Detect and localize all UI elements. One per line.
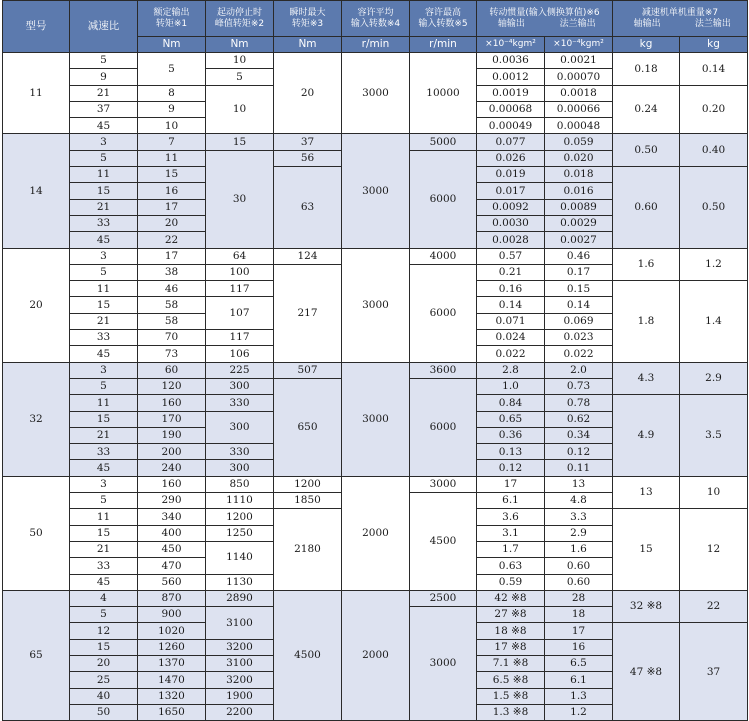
header-line: 轴输出 [497,18,525,29]
inertia-flange-cell: 13 [545,476,613,492]
avg-speed-cell: 3000 [342,248,410,362]
peak-torque-cell: 850 [206,476,274,492]
inertia-flange-cell: 28 [545,590,613,606]
model-cell: 32 [3,362,70,476]
inertia-flange-cell: 0.022 [545,346,613,362]
rated-torque-cell: 1260 [138,639,206,655]
rated-torque-cell: 16 [138,183,206,199]
inertia-flange-cell: 0.0018 [545,85,613,101]
peak-torque-cell: 10 [206,85,274,134]
weight-shaft-cell: 4.3 [613,362,680,395]
header-line: 转矩※3 [291,18,324,29]
ratio-cell: 45 [70,574,138,590]
peak-torque-cell: 3200 [206,639,274,655]
ratio-cell: 33 [70,444,138,460]
inertia-shaft-cell: 1.5 ※8 [477,688,545,704]
inertia-flange-cell: 2.0 [545,362,613,378]
inertia-shaft-cell: 17 ※8 [477,639,545,655]
rated-torque-cell: 58 [138,297,206,313]
inertia-shaft-cell: 0.071 [477,313,545,329]
weight-flange-cell: 0.40 [680,134,748,167]
inertia-flange-cell: 0.78 [545,395,613,411]
inertia-flange-cell: 0.17 [545,264,613,280]
ratio-cell: 4 [70,590,138,606]
weight-shaft-cell: 4.9 [613,395,680,476]
inertia-flange-cell: 16 [545,639,613,655]
inertia-flange-cell: 1.6 [545,541,613,557]
inertia-shaft-cell: 0.077 [477,134,545,150]
inertia-flange-cell: 0.62 [545,411,613,427]
header-line: 容许平均 [357,7,394,18]
inertia-shaft-cell: 0.026 [477,150,545,166]
rated-torque-cell: 5 [138,53,206,86]
ratio-cell: 5 [70,607,138,623]
ratio-cell: 15 [70,639,138,655]
ratio-cell: 40 [70,688,138,704]
weight-shaft-cell: 32 ※8 [613,590,680,623]
unit-inertia: ×10⁻⁴kgm² [545,37,613,53]
ratio-cell: 45 [70,232,138,248]
weight-shaft-cell: 1.8 [613,281,680,362]
peak-torque-cell: 1110 [206,493,274,509]
rated-torque-cell: 160 [138,476,206,492]
table-row [3,53,748,69]
inertia-flange-cell: 0.73 [545,378,613,394]
peak-torque-cell: 2890 [206,590,274,606]
inertia-flange-cell: 0.020 [545,150,613,166]
inertia-shaft-cell: 1.7 [477,541,545,557]
peak-torque-cell: 2200 [206,704,274,720]
inertia-flange-cell: 0.00048 [545,118,613,134]
rated-torque-cell: 10 [138,118,206,134]
unit-weight: kg [680,37,748,53]
header-max-speed [410,1,477,37]
avg-speed-cell: 2000 [342,476,410,590]
inertia-flange-cell: 0.0021 [545,53,613,69]
inertia-shaft-cell: 0.12 [477,460,545,476]
inertia-shaft-cell: 2.8 [477,362,545,378]
model-cell: 11 [3,53,70,134]
inertia-shaft-cell: 1.0 [477,378,545,394]
weight-flange-cell: 0.50 [680,167,748,248]
peak-torque-cell: 1130 [206,574,274,590]
weight-flange-cell: 10 [680,476,748,509]
avg-speed-cell: 2000 [342,590,410,720]
inertia-shaft-cell: 6.1 [477,493,545,509]
ratio-cell: 37 [70,101,138,117]
header-line: 起动停止时 [216,7,262,18]
max-speed-cell: 3600 [410,362,477,378]
momentary-torque-cell: 63 [274,167,342,248]
header-inertia [477,1,613,37]
inertia-shaft-cell: 3.6 [477,509,545,525]
ratio-cell: 15 [70,183,138,199]
inertia-flange-cell: 0.14 [545,297,613,313]
peak-torque-cell: 1900 [206,688,274,704]
momentary-torque-cell: 1200 [274,476,342,492]
inertia-flange-cell: 0.34 [545,427,613,443]
ratio-cell: 50 [70,704,138,720]
momentary-torque-cell: 20 [274,53,342,134]
peak-torque-cell: 1140 [206,541,274,574]
unit-torque: Nm [138,37,206,53]
inertia-shaft-cell: 0.84 [477,395,545,411]
ratio-cell: 45 [70,118,138,134]
avg-speed-cell: 3000 [342,362,410,476]
weight-shaft-cell: 0.60 [613,167,680,248]
ratio-cell: 20 [70,655,138,671]
ratio-cell: 21 [70,427,138,443]
rated-torque-cell: 470 [138,558,206,574]
inertia-shaft-cell: 0.0030 [477,215,545,231]
table-row [3,362,748,378]
header-line: 法兰输出 [694,18,731,29]
rated-torque-cell: 900 [138,607,206,623]
inertia-flange-cell: 0.60 [545,558,613,574]
inertia-shaft-cell: 0.019 [477,167,545,183]
model-cell: 14 [3,134,70,248]
inertia-shaft-cell: 0.0012 [477,69,545,85]
rated-torque-cell: 450 [138,541,206,557]
unit-torque: Nm [206,37,274,53]
weight-flange-cell: 1.4 [680,281,748,362]
inertia-flange-cell: 1.3 [545,688,613,704]
rated-torque-cell: 70 [138,330,206,346]
weight-shaft-cell: 47 ※8 [613,623,680,721]
inertia-flange-cell: 0.023 [545,330,613,346]
header-line: 输入转数※4 [350,18,401,29]
peak-torque-cell: 3100 [206,607,274,640]
inertia-flange-cell: 0.46 [545,248,613,264]
momentary-torque-cell: 56 [274,150,342,166]
inertia-flange-cell: 0.00070 [545,69,613,85]
inertia-shaft-cell: 1.3 ※8 [477,704,545,720]
header-weight [613,1,748,37]
peak-torque-cell: 117 [206,281,274,297]
weight-flange-cell: 22 [680,590,748,623]
weight-shaft-cell: 15 [613,509,680,590]
header-avg-speed [342,1,410,37]
table-row [3,590,748,606]
ratio-cell: 15 [70,411,138,427]
inertia-shaft-cell: 0.0092 [477,199,545,215]
inertia-flange-cell: 4.8 [545,493,613,509]
inertia-flange-cell: 0.016 [545,183,613,199]
max-speed-cell: 6000 [410,378,477,476]
header-line: 输入转数※5 [418,18,468,29]
momentary-torque-cell: 1850 [274,493,342,509]
inertia-flange-cell: 6.5 [545,655,613,671]
inertia-flange-cell: 18 [545,607,613,623]
ratio-cell: 21 [70,313,138,329]
header-line: 额定输出 [153,7,190,18]
momentary-torque-cell: 37 [274,134,342,150]
inertia-shaft-cell: 0.0036 [477,53,545,69]
rated-torque-cell: 11 [138,150,206,166]
peak-torque-cell: 117 [206,330,274,346]
peak-torque-cell: 107 [206,297,274,330]
momentary-torque-cell: 507 [274,362,342,378]
inertia-shaft-cell: 0.13 [477,444,545,460]
inertia-flange-cell: 0.15 [545,281,613,297]
header-line: 法兰输出 [559,18,596,29]
max-speed-cell: 4500 [410,493,477,591]
unit-weight: kg [613,37,680,53]
header-rated-torque [138,1,206,37]
inertia-shaft-cell: 0.14 [477,297,545,313]
weight-shaft-cell: 1.6 [613,248,680,281]
rated-torque-cell: 46 [138,281,206,297]
rated-torque-cell: 8 [138,85,206,101]
peak-torque-cell: 3100 [206,655,274,671]
ratio-cell: 3 [70,362,138,378]
header-line: 峰值转矩※2 [214,18,265,29]
inertia-flange-cell: 3.3 [545,509,613,525]
max-speed-cell: 6000 [410,264,477,362]
peak-torque-cell: 3200 [206,672,274,688]
ratio-cell: 12 [70,623,138,639]
ratio-cell: 33 [70,558,138,574]
weight-flange-cell: 12 [680,509,748,590]
avg-speed-cell: 3000 [342,53,410,134]
inertia-shaft-cell: 0.022 [477,346,545,362]
unit-speed: r/min [342,37,410,53]
peak-torque-cell: 106 [206,346,274,362]
peak-torque-cell: 330 [206,395,274,411]
weight-flange-cell: 37 [680,623,748,721]
peak-torque-cell: 30 [206,150,274,248]
inertia-flange-cell: 0.00066 [545,101,613,117]
header-peak-torque [206,1,274,37]
rated-torque-cell: 58 [138,313,206,329]
momentary-torque-cell: 124 [274,248,342,264]
ratio-cell: 11 [70,167,138,183]
inertia-flange-cell: 1.2 [545,704,613,720]
ratio-cell: 9 [70,69,138,85]
peak-torque-cell: 330 [206,444,274,460]
inertia-shaft-cell: 0.65 [477,411,545,427]
inertia-flange-cell: 0.11 [545,460,613,476]
inertia-shaft-cell: 0.59 [477,574,545,590]
ratio-cell: 15 [70,525,138,541]
ratio-cell: 11 [70,395,138,411]
peak-torque-cell: 225 [206,362,274,378]
weight-shaft-cell: 0.50 [613,134,680,167]
rated-torque-cell: 1320 [138,688,206,704]
rated-torque-cell: 870 [138,590,206,606]
avg-speed-cell: 3000 [342,134,410,248]
header-line: 瞬时最大 [289,7,326,18]
weight-flange-cell: 1.2 [680,248,748,281]
rated-torque-cell: 73 [138,346,206,362]
inertia-shaft-cell: 7.1 ※8 [477,655,545,671]
inertia-flange-cell: 2.9 [545,525,613,541]
unit-speed: r/min [410,37,477,53]
inertia-flange-cell: 0.059 [545,134,613,150]
weight-flange-cell: 0.14 [680,53,748,86]
header-line: 减速机单机重量※7 [641,7,719,18]
inertia-flange-cell: 0.0029 [545,215,613,231]
rated-torque-cell: 340 [138,509,206,525]
model-cell: 65 [3,590,70,720]
ratio-cell: 5 [70,264,138,280]
peak-torque-cell: 300 [206,411,274,444]
rated-torque-cell: 400 [138,525,206,541]
inertia-shaft-cell: 18 ※8 [477,623,545,639]
header-line: 转动惯量(输入侧换算值)※6 [489,7,600,18]
inertia-shaft-cell: 42 ※8 [477,590,545,606]
ratio-cell: 33 [70,215,138,231]
header-momentary-torque [274,1,342,37]
inertia-shaft-cell: 0.63 [477,558,545,574]
max-speed-cell: 5000 [410,134,477,150]
momentary-torque-cell: 217 [274,264,342,362]
inertia-shaft-cell: 0.0028 [477,232,545,248]
peak-torque-cell: 10 [206,53,274,69]
max-speed-cell: 6000 [410,150,477,248]
model-cell: 50 [3,476,70,590]
weight-flange-cell: 3.5 [680,395,748,476]
weight-shaft-cell: 13 [613,476,680,509]
model-cell: 20 [3,248,70,362]
header-line: 轴输出 [633,18,661,29]
ratio-cell: 21 [70,541,138,557]
header-line: 容许最高 [424,7,461,18]
inertia-shaft-cell: 27 ※8 [477,607,545,623]
rated-torque-cell: 20 [138,215,206,231]
peak-torque-cell: 64 [206,248,274,264]
inertia-flange-cell: 0.0027 [545,232,613,248]
rated-torque-cell: 60 [138,362,206,378]
ratio-cell: 33 [70,330,138,346]
rated-torque-cell: 17 [138,199,206,215]
rated-torque-cell: 38 [138,264,206,280]
ratio-cell: 15 [70,297,138,313]
rated-torque-cell: 1370 [138,655,206,671]
max-speed-cell: 3000 [410,607,477,721]
ratio-cell: 5 [70,493,138,509]
inertia-shaft-cell: 0.00068 [477,101,545,117]
rated-torque-cell: 120 [138,378,206,394]
weight-shaft-cell: 0.18 [613,53,680,86]
ratio-cell: 3 [70,476,138,492]
inertia-shaft-cell: 0.024 [477,330,545,346]
inertia-flange-cell: 0.60 [545,574,613,590]
max-speed-cell: 3000 [410,476,477,492]
max-speed-cell: 2500 [410,590,477,606]
ratio-cell: 45 [70,460,138,476]
peak-torque-cell: 100 [206,264,274,280]
max-speed-cell: 4000 [410,248,477,264]
unit-inertia: ×10⁻⁴kgm² [477,37,545,53]
max-speed-cell: 10000 [410,53,477,134]
rated-torque-cell: 15 [138,167,206,183]
header-model: 型号 [3,1,70,53]
rated-torque-cell: 200 [138,444,206,460]
peak-torque-cell: 1250 [206,525,274,541]
momentary-torque-cell: 4500 [274,590,342,720]
rated-torque-cell: 190 [138,427,206,443]
rated-torque-cell: 1470 [138,672,206,688]
ratio-cell: 5 [70,378,138,394]
inertia-shaft-cell: 0.36 [477,427,545,443]
ratio-cell: 3 [70,134,138,150]
inertia-shaft-cell: 0.017 [477,183,545,199]
inertia-flange-cell: 6.1 [545,672,613,688]
peak-torque-cell: 300 [206,378,274,394]
inertia-flange-cell: 0.0089 [545,199,613,215]
rated-torque-cell: 22 [138,232,206,248]
momentary-torque-cell: 650 [274,378,342,476]
peak-torque-cell: 1200 [206,509,274,525]
header-row [3,1,748,37]
ratio-cell: 5 [70,53,138,69]
rated-torque-cell: 290 [138,493,206,509]
momentary-torque-cell: 2180 [274,509,342,590]
inertia-shaft-cell: 6.5 ※8 [477,672,545,688]
peak-torque-cell: 300 [206,460,274,476]
rated-torque-cell: 17 [138,248,206,264]
header-ratio: 减速比 [70,1,138,53]
unit-torque: Nm [274,37,342,53]
ratio-cell: 11 [70,281,138,297]
rated-torque-cell: 1650 [138,704,206,720]
ratio-cell: 5 [70,150,138,166]
ratio-cell: 21 [70,85,138,101]
header-line: 转矩※1 [155,18,188,29]
rated-torque-cell: 560 [138,574,206,590]
inertia-flange-cell: 17 [545,623,613,639]
rated-torque-cell: 160 [138,395,206,411]
rated-torque-cell: 9 [138,101,206,117]
ratio-cell: 25 [70,672,138,688]
inertia-shaft-cell: 0.00049 [477,118,545,134]
weight-flange-cell: 2.9 [680,362,748,395]
inertia-shaft-cell: 0.57 [477,248,545,264]
inertia-shaft-cell: 3.1 [477,525,545,541]
inertia-shaft-cell: 0.0019 [477,85,545,101]
ratio-cell: 3 [70,248,138,264]
inertia-shaft-cell: 0.16 [477,281,545,297]
rated-torque-cell: 170 [138,411,206,427]
table-row [3,248,748,264]
inertia-shaft-cell: 17 [477,476,545,492]
rated-torque-cell: 7 [138,134,206,150]
ratio-cell: 21 [70,199,138,215]
spec-table [2,0,748,721]
rated-torque-cell: 240 [138,460,206,476]
inertia-flange-cell: 0.018 [545,167,613,183]
inertia-flange-cell: 0.069 [545,313,613,329]
table-row [3,134,748,150]
weight-shaft-cell: 0.24 [613,85,680,134]
peak-torque-cell: 5 [206,69,274,85]
ratio-cell: 11 [70,509,138,525]
inertia-flange-cell: 0.12 [545,444,613,460]
inertia-shaft-cell: 0.21 [477,264,545,280]
weight-flange-cell: 0.20 [680,85,748,134]
ratio-cell: 45 [70,346,138,362]
peak-torque-cell: 15 [206,134,274,150]
rated-torque-cell: 1020 [138,623,206,639]
table-row [3,476,748,492]
